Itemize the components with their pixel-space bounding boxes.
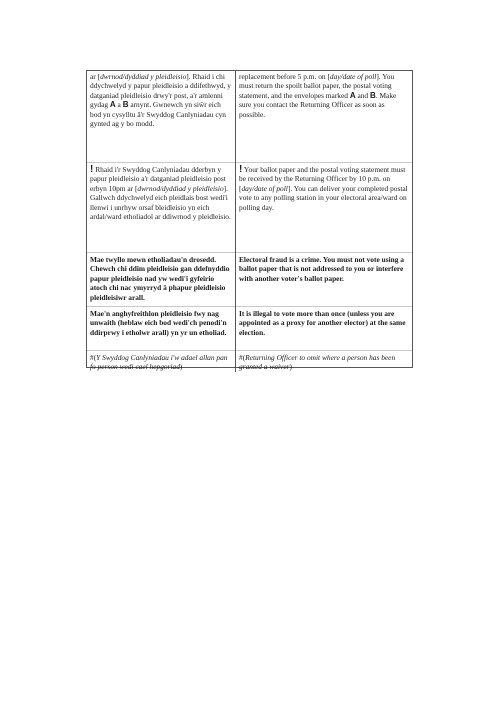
text-segment: ]. Rhaid i chi ddychwelyd y papur pleidleisio a ddifethwyd, y datganiad pleidleisio drwy'r post, a'r amlenni gydag bbox=[90, 72, 232, 110]
envelope-mark-a: A bbox=[349, 90, 356, 100]
waiver-placeholder: Returning Officer to omit where a person has been granted a waiver bbox=[239, 353, 396, 372]
welsh-waiver-note bbox=[90, 353, 232, 372]
row-divider bbox=[87, 347, 235, 351]
date-placeholder: day/date of poll bbox=[241, 183, 288, 193]
envelope-mark-a: A bbox=[109, 100, 116, 110]
text-segment: ) bbox=[289, 362, 292, 372]
welsh-multiple-vote-warning: Mae'n anghyfreithlon pleidleisio fwy nag unwaith (heblaw eich bod wedi'ch penodi'n ddirprwy i etholwr arall) yn yr un etholiad. bbox=[90, 309, 227, 337]
welsh-fraud-warning: Mae twyllo mewn etholiadau'n drosedd. Chewch chi ddim pleidleisio gan ddefnyddio papur pleidleisio nad yw wedi'i gyfeirio atoch chi nac ymyrryd â phapur pleidleisio pleidleisiwr arall. bbox=[90, 255, 230, 302]
row-divider bbox=[236, 303, 412, 307]
date-placeholder: dwrnod/dyddiad y pleidleisio bbox=[100, 72, 187, 81]
envelope-mark-b: B bbox=[122, 100, 129, 110]
text-segment: ) bbox=[179, 362, 183, 372]
waiver-placeholder: Y Swyddog Canlyniadau i'w adael allan pan fo person wedi cael hepgoriad bbox=[90, 353, 228, 372]
row-divider bbox=[236, 249, 412, 253]
exclamation-icon: ! bbox=[239, 164, 243, 175]
text-segment: ]. Gallwch ddychwelyd eich pleidlais bost wedi'i llenwi i unrhyw orsaf bleidleisio yn eich ardal/ward etholiadol ar ddiwrnod y pleidleisio. bbox=[90, 183, 231, 222]
text-segment: ]. You must return the spoilt ballot paper, the postal voting statement, and the envelopes marked bbox=[239, 72, 395, 100]
welsh-return-instructions bbox=[90, 72, 232, 159]
text-segment: ar [ bbox=[90, 72, 101, 81]
welsh-column bbox=[87, 71, 236, 372]
bilingual-notice-table bbox=[86, 70, 413, 372]
english-waiver-note bbox=[239, 353, 409, 372]
text-segment: Rhaid i'r Swyddog Canlyniadau dderbyn y papur pleidleisio a'r datganiad pleidleisio post erbyn 10pm ar [ bbox=[90, 165, 226, 193]
text-segment: #( bbox=[90, 353, 97, 362]
date-placeholder: dwrnod/dyddiad y pleidleisio bbox=[137, 183, 224, 193]
text-segment: Your ballot paper and the postal voting statement must be received by the Returning Officer by 10 p.m. on [ bbox=[239, 165, 406, 193]
english-multiple-vote-warning: It is illegal to vote more than once (unless you are appointed as a proxy for another elector) at the same election. bbox=[239, 309, 406, 337]
row-divider bbox=[87, 249, 235, 253]
english-fraud-warning: Electoral fraud is a crime. You must not vote using a ballot paper that is not addressed to you or interfere with another voter's ballot paper. bbox=[239, 255, 404, 283]
english-return-instructions bbox=[239, 72, 409, 159]
text-segment: . Make sure you contact the Returning Officer as soon as possible. bbox=[239, 90, 397, 119]
text-segment: a bbox=[115, 100, 123, 110]
english-column bbox=[236, 71, 412, 372]
welsh-deadline-notice bbox=[90, 165, 232, 249]
english-deadline-notice bbox=[239, 165, 409, 249]
row-divider bbox=[87, 303, 235, 307]
text-segment: replacement before 5 p.m. on [ bbox=[239, 72, 330, 81]
envelope-mark-b: B bbox=[369, 90, 376, 100]
row-divider bbox=[87, 159, 235, 163]
text-segment: and bbox=[355, 90, 370, 100]
text-segment: ]. You can deliver your completed postal vote to any polling station in your electoral area/ward on polling day. bbox=[239, 183, 408, 212]
text-segment: #( bbox=[239, 353, 246, 362]
exclamation-icon: ! bbox=[90, 164, 94, 175]
date-placeholder: day/date of poll bbox=[329, 72, 377, 81]
row-divider bbox=[236, 347, 412, 351]
text-segment: arnynt. Gwnewch yn siŵr eich bod yn cysylltu â'r Swyddog Canlyniadau cyn gynted ag y bo modd. bbox=[90, 100, 226, 129]
row-divider bbox=[236, 159, 412, 163]
